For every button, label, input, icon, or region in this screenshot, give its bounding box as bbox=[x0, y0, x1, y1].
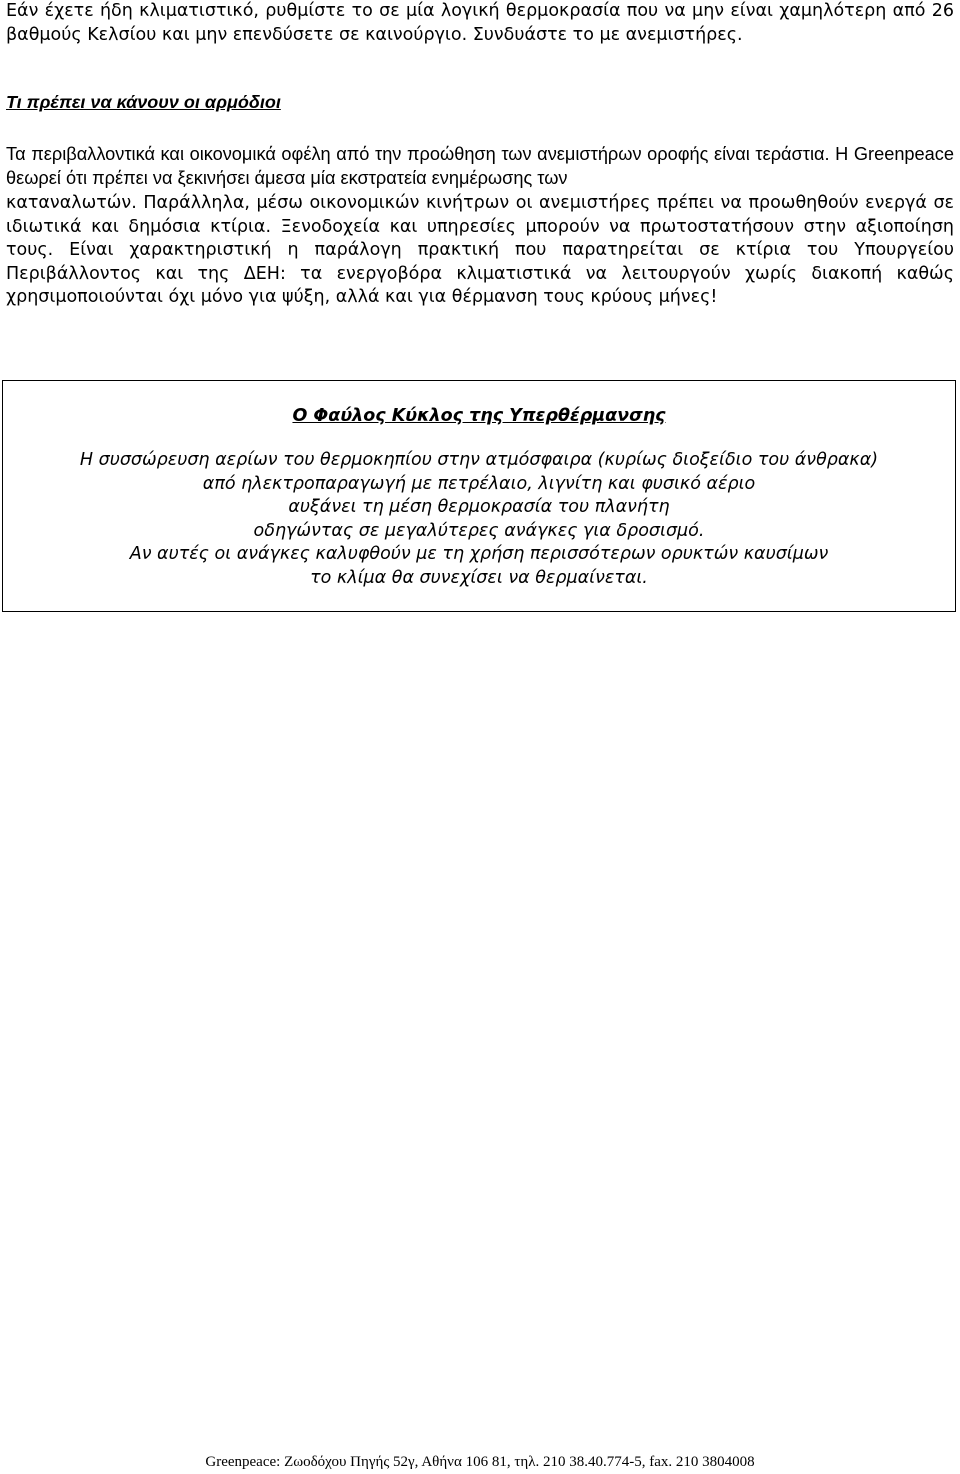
info-box-line: Αν αυτές οι ανάγκες καλυφθούν με τη χρήση περισσότερων ορυκτών καυσίμων bbox=[129, 544, 829, 565]
section-heading: Τι πρέπει να κάνουν οι αρμόδιοι bbox=[6, 92, 281, 112]
intro-paragraph: Εάν έχετε ήδη κλιματιστικό, ρυθμίστε το σε μία λογική θερμοκρασία που να μην είναι χαμηλότερη από 26 βαθμούς Κελσίου και μην επενδύσετε σε καινούργιο. Συνδυάστε το με ανεμιστήρες. bbox=[6, 1, 954, 45]
section-paragraph-2: καταναλωτών. Παράλληλα, μέσω οικονομικών κινήτρων οι ανεμιστήρες πρέπει να προωθηθούν ενεργά σε ιδιωτικά και δημόσια κτίρια. Ξενοδοχεία και υπηρεσίες μπορούν να πρωτοστατήσουν στην αξιοποίηση τους. Είναι χαρακτηριστική η παράλογη πρακτική που παρατηρείται σε κτίρια του Υπουργείου Περιβάλλοντος και της ΔΕΗ: τα ενεργοβόρα κλιματιστικά να λειτουργούν χωρίς διακοπή καθώς χρησιμοποιούνται όχι μόνο για ψύξη, αλλά και για θέρμανση τους κρύους μήνες! bbox=[6, 193, 954, 308]
info-box bbox=[2, 380, 956, 612]
info-box-line: οδηγώντας σε μεγαλύτερες ανάγκες για δροσισμό. bbox=[253, 520, 705, 541]
info-box-lines bbox=[3, 449, 955, 591]
info-box-line: αυξάνει τη μέση θερμοκρασία του πλανήτη bbox=[288, 497, 670, 518]
footer-contact: Greenpeace: Ζωοδόχου Πηγής 52γ, Αθήνα 106 81, τηλ. 210 38.40.774-5, fax. 210 3804008 bbox=[205, 1454, 755, 1470]
section-paragraph-1: Τα περιβαλλοντικά και οικονομικά οφέλη από την προώθηση των ανεμιστήρων οροφής είναι τεράστια. Η Greenpeace θεωρεί ότι πρέπει να ξεκινήσει άμεσα μία εκστρατεία ενημέρωσης των bbox=[6, 144, 954, 188]
page-footer bbox=[0, 1453, 960, 1471]
info-box-line: το κλίμα θα συνεχίσει να θερμαίνεται. bbox=[310, 567, 648, 588]
info-box-title: Ο Φαύλος Κύκλος της Υπερθέρμανσης bbox=[292, 406, 666, 426]
info-box-line: από ηλεκτροπαραγωγή με πετρέλαιο, λιγνίτη και φυσικό αέριο bbox=[202, 473, 756, 494]
info-box-line: Η συσσώρευση αερίων του θερμοκηπίου στην ατμόσφαιρα (κυρίως διοξείδιο του άνθρακα) bbox=[79, 450, 879, 470]
